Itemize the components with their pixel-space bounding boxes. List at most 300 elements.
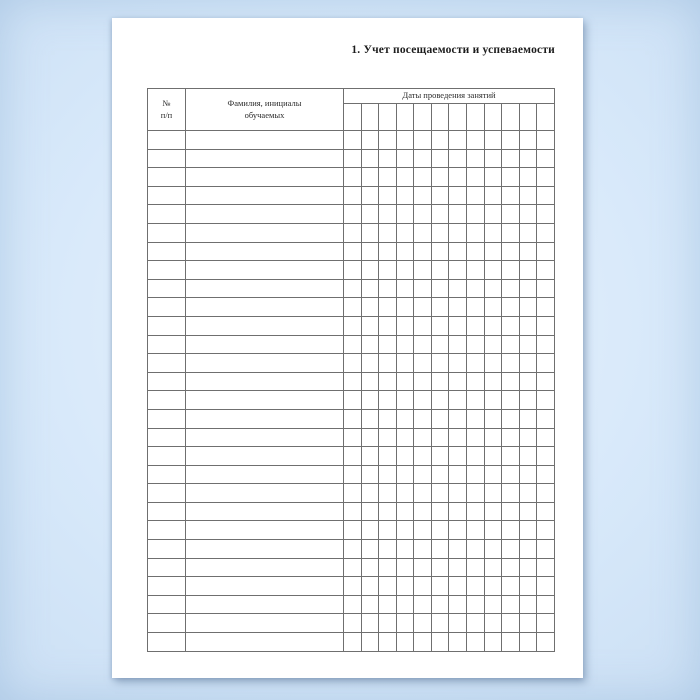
mark-cell — [537, 391, 555, 410]
mark-cell — [502, 261, 520, 280]
mark-cell — [431, 540, 449, 559]
mark-cell — [361, 447, 379, 466]
row-number-cell — [148, 465, 186, 484]
mark-cell — [344, 502, 362, 521]
mark-cell — [484, 131, 502, 150]
mark-cell — [379, 279, 397, 298]
mark-cell — [449, 354, 467, 373]
mark-cell — [344, 484, 362, 503]
mark-cell — [467, 354, 485, 373]
mark-cell — [449, 391, 467, 410]
mark-cell — [484, 633, 502, 652]
row-number-cell — [148, 223, 186, 242]
mark-cell — [361, 354, 379, 373]
mark-cell — [449, 316, 467, 335]
mark-cell — [396, 354, 414, 373]
student-name-cell — [186, 577, 344, 596]
table-row — [148, 447, 555, 466]
mark-cell — [502, 149, 520, 168]
mark-cell — [414, 372, 432, 391]
student-name-cell — [186, 261, 344, 280]
row-number-cell — [148, 633, 186, 652]
mark-cell — [379, 502, 397, 521]
mark-cell — [537, 540, 555, 559]
table-row — [148, 354, 555, 373]
date-column-cell — [449, 104, 467, 131]
mark-cell — [379, 168, 397, 187]
row-number-cell — [148, 540, 186, 559]
mark-cell — [396, 186, 414, 205]
mark-cell — [344, 316, 362, 335]
mark-cell — [344, 428, 362, 447]
mark-cell — [467, 558, 485, 577]
mark-cell — [361, 316, 379, 335]
mark-cell — [379, 205, 397, 224]
row-number-cell — [148, 168, 186, 187]
mark-cell — [379, 521, 397, 540]
mark-cell — [396, 372, 414, 391]
mark-cell — [502, 354, 520, 373]
mark-cell — [519, 540, 537, 559]
mark-cell — [537, 502, 555, 521]
mark-cell — [431, 316, 449, 335]
mark-cell — [519, 168, 537, 187]
table-row — [148, 502, 555, 521]
row-number-cell — [148, 447, 186, 466]
mark-cell — [449, 633, 467, 652]
date-column-cell — [361, 104, 379, 131]
mark-cell — [467, 149, 485, 168]
mark-cell — [414, 316, 432, 335]
mark-cell — [431, 614, 449, 633]
mark-cell — [361, 428, 379, 447]
mark-cell — [344, 614, 362, 633]
mark-cell — [519, 131, 537, 150]
mark-cell — [414, 186, 432, 205]
mark-cell — [502, 298, 520, 317]
mark-cell — [519, 633, 537, 652]
mark-cell — [537, 298, 555, 317]
mark-cell — [379, 484, 397, 503]
mark-cell — [502, 484, 520, 503]
mark-cell — [484, 521, 502, 540]
mark-cell — [467, 502, 485, 521]
mark-cell — [414, 409, 432, 428]
mark-cell — [537, 149, 555, 168]
mark-cell — [379, 614, 397, 633]
mark-cell — [537, 186, 555, 205]
mark-cell — [344, 131, 362, 150]
mark-cell — [379, 409, 397, 428]
mark-cell — [519, 354, 537, 373]
mark-cell — [502, 409, 520, 428]
mark-cell — [431, 261, 449, 280]
mark-cell — [414, 149, 432, 168]
row-number-cell — [148, 409, 186, 428]
mark-cell — [414, 614, 432, 633]
mark-cell — [396, 131, 414, 150]
mark-cell — [484, 372, 502, 391]
mark-cell — [344, 149, 362, 168]
mark-cell — [344, 409, 362, 428]
mark-cell — [502, 372, 520, 391]
mark-cell — [344, 279, 362, 298]
mark-cell — [379, 540, 397, 559]
mark-cell — [449, 409, 467, 428]
mark-cell — [502, 465, 520, 484]
mark-cell — [414, 595, 432, 614]
mark-cell — [502, 577, 520, 596]
mark-cell — [414, 484, 432, 503]
mark-cell — [467, 577, 485, 596]
mark-cell — [467, 595, 485, 614]
mark-cell — [467, 540, 485, 559]
mark-cell — [431, 391, 449, 410]
mark-cell — [484, 502, 502, 521]
mark-cell — [344, 577, 362, 596]
mark-cell — [449, 205, 467, 224]
header-number-col — [148, 89, 186, 131]
student-name-cell — [186, 595, 344, 614]
mark-cell — [502, 540, 520, 559]
mark-cell — [502, 186, 520, 205]
mark-cell — [537, 205, 555, 224]
mark-cell — [344, 298, 362, 317]
mark-cell — [344, 223, 362, 242]
row-number-cell — [148, 205, 186, 224]
mark-cell — [484, 614, 502, 633]
mark-cell — [414, 131, 432, 150]
mark-cell — [537, 335, 555, 354]
mark-cell — [519, 279, 537, 298]
mark-cell — [414, 502, 432, 521]
row-number-cell — [148, 279, 186, 298]
mark-cell — [449, 447, 467, 466]
table-row — [148, 633, 555, 652]
mark-cell — [449, 372, 467, 391]
mark-cell — [396, 391, 414, 410]
mark-cell — [519, 391, 537, 410]
row-number-cell — [148, 335, 186, 354]
mark-cell — [502, 242, 520, 261]
mark-cell — [484, 279, 502, 298]
date-column-cell — [344, 104, 362, 131]
header-name-line2: обучаемых — [244, 109, 285, 120]
mark-cell — [396, 577, 414, 596]
mark-cell — [537, 465, 555, 484]
row-number-cell — [148, 577, 186, 596]
mark-cell — [484, 391, 502, 410]
mark-cell — [431, 372, 449, 391]
table-row — [148, 335, 555, 354]
mark-cell — [467, 131, 485, 150]
mark-cell — [449, 540, 467, 559]
mark-cell — [361, 484, 379, 503]
row-number-cell — [148, 354, 186, 373]
mark-cell — [467, 484, 485, 503]
mark-cell — [519, 577, 537, 596]
mark-cell — [361, 298, 379, 317]
mark-cell — [431, 502, 449, 521]
student-name-cell — [186, 149, 344, 168]
row-number-cell — [148, 242, 186, 261]
mark-cell — [449, 242, 467, 261]
row-number-cell — [148, 521, 186, 540]
mark-cell — [431, 298, 449, 317]
table-row — [148, 577, 555, 596]
mark-cell — [361, 391, 379, 410]
date-column-cell — [379, 104, 397, 131]
mark-cell — [467, 316, 485, 335]
mark-cell — [519, 614, 537, 633]
mark-cell — [519, 595, 537, 614]
mark-cell — [344, 186, 362, 205]
mark-cell — [344, 242, 362, 261]
mark-cell — [467, 521, 485, 540]
mark-cell — [537, 409, 555, 428]
mark-cell — [449, 223, 467, 242]
mark-cell — [431, 558, 449, 577]
table-row — [148, 168, 555, 187]
mark-cell — [361, 223, 379, 242]
mark-cell — [431, 335, 449, 354]
mark-cell — [361, 558, 379, 577]
table-row — [148, 298, 555, 317]
mark-cell — [431, 484, 449, 503]
row-number-cell — [148, 595, 186, 614]
mark-cell — [484, 335, 502, 354]
table-body — [148, 131, 555, 652]
mark-cell — [396, 633, 414, 652]
mark-cell — [431, 409, 449, 428]
header-number-line2: п/п — [160, 109, 173, 120]
mark-cell — [344, 261, 362, 280]
mark-cell — [396, 595, 414, 614]
row-number-cell — [148, 261, 186, 280]
table-row — [148, 391, 555, 410]
mark-cell — [414, 223, 432, 242]
row-number-cell — [148, 614, 186, 633]
mark-cell — [431, 465, 449, 484]
mark-cell — [502, 558, 520, 577]
table-row — [148, 484, 555, 503]
mark-cell — [361, 502, 379, 521]
mark-cell — [519, 521, 537, 540]
mark-cell — [361, 261, 379, 280]
mark-cell — [379, 186, 397, 205]
mark-cell — [344, 540, 362, 559]
mark-cell — [361, 521, 379, 540]
table-row — [148, 409, 555, 428]
student-name-cell — [186, 502, 344, 521]
mark-cell — [414, 577, 432, 596]
header-number-line1: № — [162, 98, 171, 109]
student-name-cell — [186, 316, 344, 335]
mark-cell — [484, 316, 502, 335]
mark-cell — [484, 354, 502, 373]
mark-cell — [379, 391, 397, 410]
mark-cell — [361, 335, 379, 354]
mark-cell — [467, 447, 485, 466]
mark-cell — [467, 223, 485, 242]
mark-cell — [519, 447, 537, 466]
mark-cell — [484, 149, 502, 168]
mark-cell — [361, 186, 379, 205]
mark-cell — [449, 558, 467, 577]
mark-cell — [379, 447, 397, 466]
mark-cell — [449, 577, 467, 596]
mark-cell — [414, 335, 432, 354]
journal-page — [112, 18, 583, 678]
mark-cell — [379, 335, 397, 354]
mark-cell — [537, 577, 555, 596]
mark-cell — [449, 428, 467, 447]
mark-cell — [344, 168, 362, 187]
date-column-cell — [537, 104, 555, 131]
mark-cell — [502, 223, 520, 242]
table-row — [148, 428, 555, 447]
mark-cell — [467, 279, 485, 298]
mark-cell — [361, 633, 379, 652]
mark-cell — [519, 223, 537, 242]
mark-cell — [537, 223, 555, 242]
mark-cell — [537, 279, 555, 298]
student-name-cell — [186, 205, 344, 224]
header-dates-col: Даты проведения занятий — [344, 89, 555, 104]
mark-cell — [484, 186, 502, 205]
mark-cell — [431, 633, 449, 652]
mark-cell — [361, 577, 379, 596]
table-row — [148, 223, 555, 242]
mark-cell — [344, 391, 362, 410]
mark-cell — [414, 391, 432, 410]
student-name-cell — [186, 614, 344, 633]
student-name-cell — [186, 168, 344, 187]
student-name-cell — [186, 447, 344, 466]
table-row — [148, 261, 555, 280]
row-number-cell — [148, 372, 186, 391]
mark-cell — [361, 279, 379, 298]
mark-cell — [537, 521, 555, 540]
attendance-table — [147, 88, 555, 652]
mark-cell — [467, 335, 485, 354]
mark-cell — [414, 261, 432, 280]
mark-cell — [379, 577, 397, 596]
date-column-cell — [396, 104, 414, 131]
mark-cell — [431, 521, 449, 540]
header-name-line1: Фамилия, инициалы — [227, 98, 302, 109]
date-column-cell — [467, 104, 485, 131]
mark-cell — [502, 447, 520, 466]
mark-cell — [344, 465, 362, 484]
mark-cell — [414, 521, 432, 540]
mark-cell — [396, 465, 414, 484]
mark-cell — [344, 595, 362, 614]
table-header — [148, 89, 555, 131]
mark-cell — [467, 391, 485, 410]
mark-cell — [537, 242, 555, 261]
mark-cell — [431, 186, 449, 205]
student-name-cell — [186, 484, 344, 503]
mark-cell — [519, 558, 537, 577]
row-number-cell — [148, 131, 186, 150]
mark-cell — [449, 335, 467, 354]
mark-cell — [519, 261, 537, 280]
mark-cell — [379, 242, 397, 261]
mark-cell — [414, 558, 432, 577]
mark-cell — [414, 447, 432, 466]
student-name-cell — [186, 521, 344, 540]
mark-cell — [379, 465, 397, 484]
mark-cell — [379, 131, 397, 150]
mark-cell — [379, 595, 397, 614]
table-row — [148, 186, 555, 205]
mark-cell — [484, 409, 502, 428]
row-number-cell — [148, 484, 186, 503]
mark-cell — [379, 316, 397, 335]
student-name-cell — [186, 279, 344, 298]
mark-cell — [519, 428, 537, 447]
mark-cell — [449, 149, 467, 168]
mark-cell — [344, 372, 362, 391]
mark-cell — [484, 447, 502, 466]
mark-cell — [519, 186, 537, 205]
mark-cell — [449, 261, 467, 280]
mark-cell — [537, 484, 555, 503]
mark-cell — [537, 633, 555, 652]
mark-cell — [537, 131, 555, 150]
mark-cell — [519, 242, 537, 261]
mark-cell — [379, 633, 397, 652]
mark-cell — [431, 595, 449, 614]
mark-cell — [467, 409, 485, 428]
mark-cell — [467, 298, 485, 317]
table-row — [148, 465, 555, 484]
mark-cell — [379, 261, 397, 280]
row-number-cell — [148, 316, 186, 335]
mark-cell — [502, 335, 520, 354]
mark-cell — [414, 633, 432, 652]
mark-cell — [414, 242, 432, 261]
date-column-cell — [431, 104, 449, 131]
mark-cell — [396, 261, 414, 280]
mark-cell — [519, 149, 537, 168]
header-name-col — [186, 89, 344, 131]
mark-cell — [537, 614, 555, 633]
mark-cell — [502, 614, 520, 633]
header-row-top — [148, 89, 555, 104]
student-name-cell — [186, 298, 344, 317]
mark-cell — [379, 223, 397, 242]
student-name-cell — [186, 186, 344, 205]
table-row — [148, 372, 555, 391]
mark-cell — [396, 223, 414, 242]
mark-cell — [431, 168, 449, 187]
mark-cell — [449, 521, 467, 540]
mark-cell — [431, 279, 449, 298]
mark-cell — [537, 447, 555, 466]
mark-cell — [537, 261, 555, 280]
mark-cell — [449, 595, 467, 614]
mark-cell — [484, 465, 502, 484]
mark-cell — [519, 298, 537, 317]
mark-cell — [519, 502, 537, 521]
date-column-cell — [414, 104, 432, 131]
mark-cell — [396, 409, 414, 428]
mark-cell — [484, 242, 502, 261]
mark-cell — [344, 633, 362, 652]
student-name-cell — [186, 391, 344, 410]
